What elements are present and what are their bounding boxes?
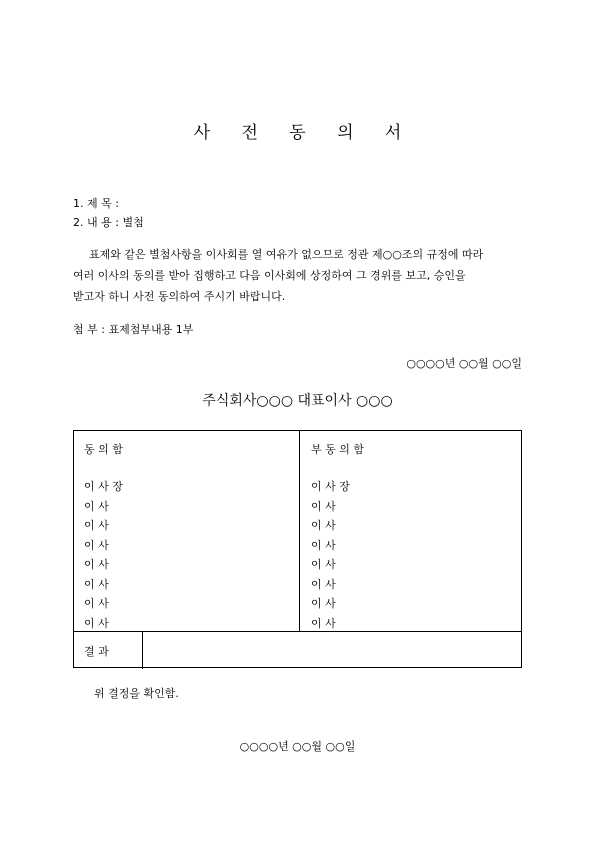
date-bottom: ○○○○년 ○○월 ○○일	[239, 740, 356, 753]
result-divider	[142, 631, 143, 669]
disagree-row: 이 사	[311, 577, 336, 591]
disagree-header: 부 동 의 함	[311, 443, 364, 456]
company-signature: 주식회사○○○ 대표이사 ○○○	[202, 393, 393, 409]
body-paragraph	[73, 244, 523, 307]
result-label: 결 과	[84, 645, 109, 658]
date-top: ○○○○년 ○○월 ○○일	[406, 357, 522, 370]
disagree-row: 이 사	[311, 558, 336, 571]
agree-row: 이 사	[84, 558, 109, 571]
agree-row: 이 사	[84, 519, 109, 532]
attachment-field: 첨 부 : 표제첨부내용 1부	[73, 323, 194, 336]
agree-row: 이 사	[84, 538, 109, 552]
agree-row: 이 사 장	[84, 480, 123, 493]
disagree-row: 이 사 장	[311, 480, 350, 493]
agree-row: 이 사	[84, 616, 109, 630]
body-line: 표제와 같은 별첨사항을 이사회를 열 여유가 없으므로 정관 제○○조의 규정에 따라	[89, 248, 484, 261]
consent-table	[73, 430, 522, 668]
subject-field: 1. 제 목 :	[73, 197, 119, 210]
agree-row: 이 사	[84, 499, 109, 513]
disagree-row: 이 사	[311, 499, 336, 513]
agree-header: 동 의 함	[84, 443, 123, 456]
agree-row: 이 사	[84, 597, 109, 610]
body-line: 받고자 하니 사전 동의하여 주시기 바랍니다.	[73, 290, 286, 303]
disagree-row: 이 사	[311, 616, 336, 630]
document-title: 사 전 동 의 서	[193, 123, 415, 143]
disagree-row: 이 사	[311, 538, 336, 552]
agree-row: 이 사	[84, 577, 109, 591]
disagree-list	[311, 477, 350, 633]
body-line: 여러 이사의 동의를 받아 집행하고 다음 이사회에 상정하여 그 경위를 보고, 승인을	[73, 269, 466, 282]
disagree-row: 이 사	[311, 519, 336, 532]
confirm-text: 위 결정을 확인함.	[94, 687, 179, 700]
content-field: 2. 내 용 : 별첨	[73, 216, 144, 229]
table-divider-vertical	[299, 431, 300, 631]
disagree-row: 이 사	[311, 597, 336, 610]
agree-list	[84, 477, 123, 633]
